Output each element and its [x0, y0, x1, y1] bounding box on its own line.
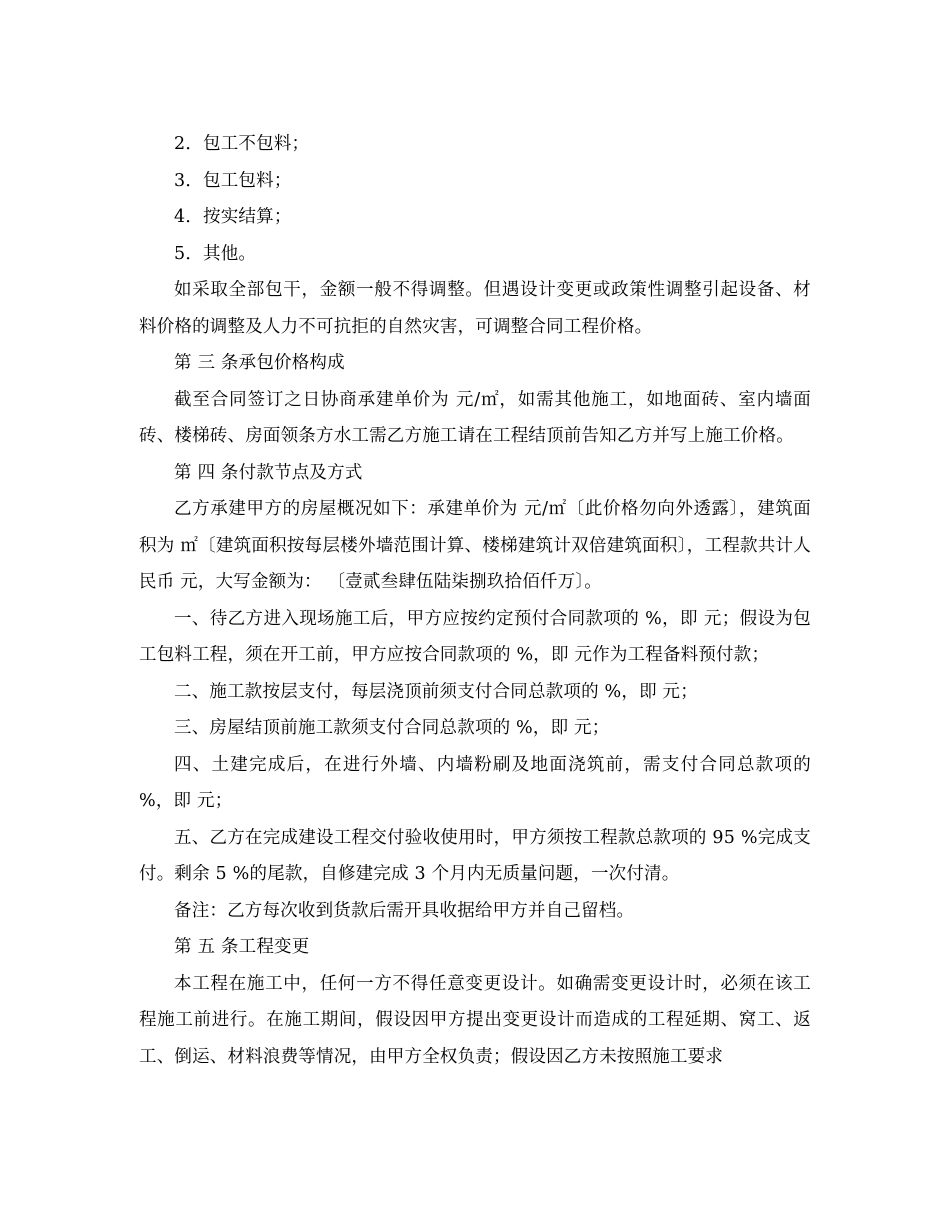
- building-overview-paragraph: 乙方承建甲方的房屋概况如下：承建单价为 元/㎡〔此价格勿向外透露〕，建筑面积为 ㎡〔建筑面积按每层楼外墙范围计算、楼梯建筑计双倍建筑面积〕，工程款共计人民币 元，大写金额为： 〔壹贰叁肆伍陆柒捌玖拾佰仟万〕。: [139, 499, 811, 592]
- article-5-heading: 第 五 条工程变更: [174, 937, 310, 957]
- payment-step-4: 四、土建完成后，在进行外墙、内墙粉刷及地面浇筑前，需支付合同总款项的 %，即 元；: [139, 754, 811, 811]
- payment-note: 备注：乙方每次收到货款后需开具收据给甲方并自己留档。: [174, 900, 635, 921]
- clause-item-3: 3．包工包料；: [174, 170, 292, 191]
- payment-step-2: 二、施工款按层支付，每层浇顶前须支付合同总款项的 %，即 元；: [174, 681, 698, 702]
- unit-price-paragraph: 截至合同签订之日协商承建单价为 元/㎡，如需其他施工，如地面砖、室内墙面砖、楼梯砖、房面领条方水工需乙方施工请在工程结顶前告知乙方并写上施工价格。: [139, 389, 811, 446]
- clause-item-5: 5．其他。: [174, 243, 257, 264]
- article-4-heading: 第 四 条付款节点及方式: [174, 462, 363, 483]
- payment-step-5: 五、乙方在完成建设工程交付验收使用时，甲方须按工程款总款项的 95 %完成支付。剩余 5 %的尾款，自修建完成 3 个月内无质量问题，一次付清。: [139, 827, 811, 884]
- clause-item-4: 4．按实结算；: [174, 207, 292, 227]
- payment-step-3: 三、房屋结顶前施工款须支付合同总款项的 %，即 元；: [174, 718, 610, 738]
- engineering-change-paragraph: 本工程在施工中，任何一方不得任意变更设计。如确需变更设计时，必须在该工程施工前进行。在施工期间，假设因甲方提出变更设计而造成的工程延期、窝工、返工、倒运、材料浪费等情况，由甲方全权负责；假设因乙方未按照施工要求: [139, 973, 811, 1067]
- article-3-heading: 第 三 条承包价格构成: [174, 353, 345, 373]
- price-adjustment-paragraph: 如采取全部包干，金额一般不得调整。但遇设计变更或政策性调整引起设备、材料价格的调整及人力不可抗拒的自然灾害，可调整合同工程价格。: [139, 280, 811, 337]
- contract-body: [139, 126, 811, 1075]
- payment-step-1: 一、待乙方进入现场施工后，甲方应按约定预付合同款项的 %，即 元；假设为包工包料工程，须在开工前，甲方应按合同款项的 %，即 元作为工程备料预付款；: [139, 608, 811, 665]
- clause-item-2: 2．包工不包料；: [174, 134, 310, 154]
